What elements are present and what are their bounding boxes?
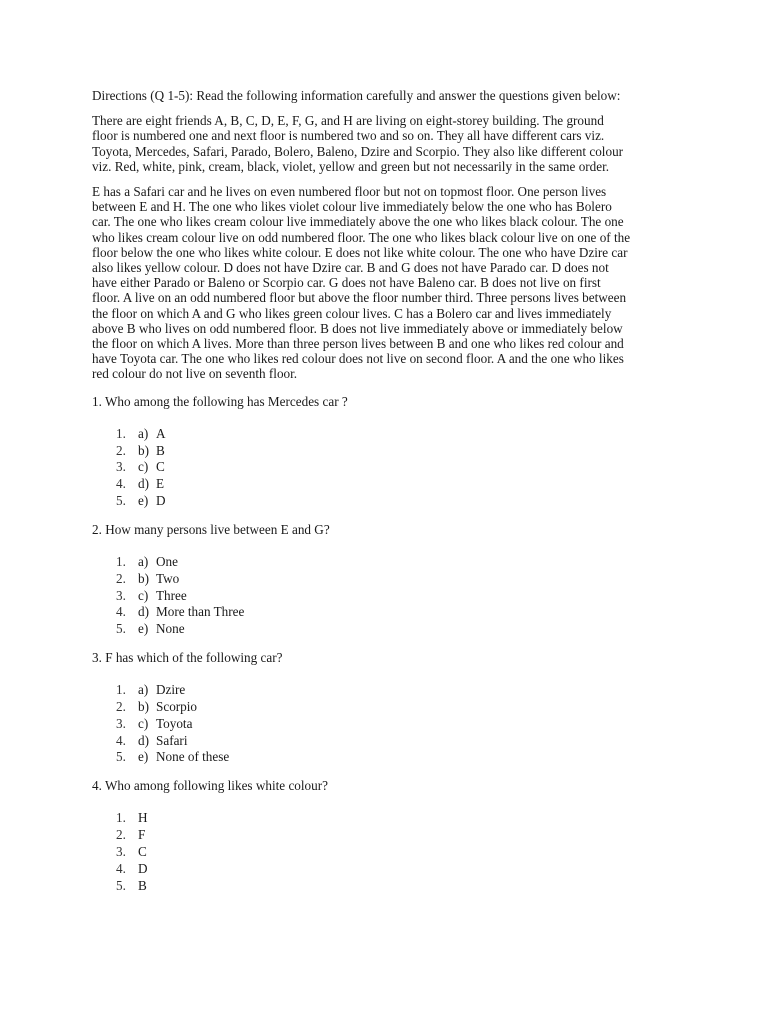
paragraph-line: floor below the one who likes white colour. E does not like white colour. The one who have Dzire car <box>92 244 628 260</box>
option-number: 3. <box>116 715 126 731</box>
option-item <box>116 493 682 510</box>
paragraph-line: red colour do not live on seventh floor. <box>92 366 298 382</box>
option-letter: d) <box>138 476 149 492</box>
option-text: Two <box>156 570 180 586</box>
option-number: 3. <box>116 844 126 860</box>
option-number: 5. <box>116 621 126 637</box>
option-item <box>116 621 682 638</box>
option-letter: c) <box>138 715 149 731</box>
question-text: 2. How many persons live between E and G? <box>92 521 330 537</box>
option-number: 5. <box>116 749 126 765</box>
option-text: E <box>156 476 165 492</box>
option-number: 1. <box>116 682 126 698</box>
question-2 <box>92 522 682 638</box>
option-item <box>116 861 682 878</box>
directions-heading: Directions (Q 1-5): Read the following information carefully and answer the questions given below: <box>92 88 621 103</box>
option-letter: e) <box>138 749 149 765</box>
option-text: A <box>156 425 166 441</box>
paragraph-line: viz. Red, white, pink, cream, black, violet, yellow and green but not necessarily in the same order. <box>92 158 610 174</box>
option-number: 4. <box>116 732 126 748</box>
paragraph-line: have Toyota car. The one who likes red colour does not live on second floor. A and the one who likes <box>92 351 624 367</box>
option-text: D <box>156 493 166 509</box>
option-number: 2. <box>116 570 126 586</box>
conditions-paragraph <box>92 184 682 382</box>
paragraph-line: car. The one who likes cream colour live immediately above the one who likes black colour. The one <box>92 214 624 230</box>
question-text: 3. F has which of the following car? <box>92 650 283 666</box>
option-number: 1. <box>116 554 126 570</box>
option-text: C <box>156 459 165 475</box>
option-number: 1. <box>116 810 126 826</box>
option-item <box>116 571 682 588</box>
question-1 <box>92 394 682 510</box>
paragraph-line: also likes yellow colour. D does not have Dzire car. B and G does not have Parado car. D does not <box>92 260 609 276</box>
option-text: None of these <box>156 749 230 765</box>
option-item <box>116 459 682 476</box>
option-letter: e) <box>138 621 149 637</box>
option-item <box>116 588 682 605</box>
option-number: 5. <box>116 493 126 509</box>
option-text: None <box>156 621 185 637</box>
paragraph-line: floor is numbered one and next floor is numbered two and so on. They all have different cars viz. <box>92 128 605 144</box>
paragraph-line: floor. A live on an odd numbered floor but above the floor number third. Three persons lives between <box>92 290 627 306</box>
option-text: B <box>156 442 165 458</box>
option-text: One <box>156 554 178 570</box>
option-text: Three <box>156 587 187 603</box>
option-letter: c) <box>138 587 149 603</box>
question-text: 1. Who among the following has Mercedes car ? <box>92 393 348 409</box>
option-item <box>116 426 682 443</box>
option-letter: d) <box>138 604 149 620</box>
options-list <box>92 554 682 638</box>
document-page <box>92 88 682 894</box>
option-text: D <box>138 860 148 876</box>
option-text: F <box>138 827 146 843</box>
option-number: 3. <box>116 459 126 475</box>
question-4 <box>92 778 682 894</box>
option-item <box>116 682 682 699</box>
option-text: Safari <box>156 732 188 748</box>
paragraph-line: the floor on which A lives. More than three person lives between B and one who likes red colour and <box>92 336 624 352</box>
option-number: 2. <box>116 699 126 715</box>
option-letter: d) <box>138 732 149 748</box>
options-list <box>92 426 682 510</box>
paragraph-line: between E and H. The one who likes violet colour live immediately below the one who has Bolero <box>92 199 612 215</box>
options-list <box>92 810 682 894</box>
option-number: 4. <box>116 860 126 876</box>
option-letter: a) <box>138 554 149 570</box>
option-number: 4. <box>116 604 126 620</box>
option-letter: a) <box>138 425 149 441</box>
question-text: 4. Who among following likes white colour? <box>92 778 328 794</box>
paragraph-line: have either Parado or Baleno or Scorpio car. G does not have Baleno car. B does not live on first <box>92 275 601 291</box>
option-number: 2. <box>116 442 126 458</box>
option-letter: b) <box>138 442 149 458</box>
paragraph-line: who likes cream colour live on odd numbered floor. The one who likes black colour live on one of the <box>92 229 631 245</box>
option-text: B <box>138 877 147 893</box>
intro-paragraph <box>92 113 682 174</box>
option-letter: c) <box>138 459 149 475</box>
option-item <box>116 749 682 766</box>
option-letter: e) <box>138 493 149 509</box>
option-item <box>116 844 682 861</box>
paragraph-line: the floor on which A and G who likes green colour lives. C has a Bolero car and lives immediately <box>92 305 612 321</box>
option-number: 1. <box>116 425 126 441</box>
option-letter: b) <box>138 699 149 715</box>
option-item <box>116 699 682 716</box>
option-letter: a) <box>138 682 149 698</box>
option-item <box>116 476 682 493</box>
option-number: 2. <box>116 827 126 843</box>
paragraph-line: Toyota, Mercedes, Safari, Parado, Bolero, Baleno, Dzire and Scorpio. They also like different colour <box>92 143 624 159</box>
option-item <box>116 810 682 827</box>
option-number: 3. <box>116 587 126 603</box>
paragraph-line: above B who lives on odd numbered floor. B does not live immediately above or immediately below <box>92 320 623 336</box>
option-text: Scorpio <box>156 699 198 715</box>
option-text: Dzire <box>156 682 186 698</box>
question-3 <box>92 650 682 766</box>
options-list <box>92 682 682 766</box>
option-item <box>116 878 682 895</box>
option-item <box>116 827 682 844</box>
option-text: C <box>138 844 147 860</box>
option-item <box>116 716 682 733</box>
option-item <box>116 443 682 460</box>
option-item <box>116 604 682 621</box>
option-item <box>116 733 682 750</box>
option-text: H <box>138 810 148 826</box>
paragraph-line: There are eight friends A, B, C, D, E, F, G, and H are living on eight-storey building. The ground <box>92 113 604 129</box>
option-number: 4. <box>116 476 126 492</box>
option-number: 5. <box>116 877 126 893</box>
option-text: Toyota <box>156 715 193 731</box>
option-item <box>116 554 682 571</box>
option-text: More than Three <box>156 604 245 620</box>
paragraph-line: E has a Safari car and he lives on even numbered floor but not on topmost floor. One person lives <box>92 184 607 200</box>
option-letter: b) <box>138 570 149 586</box>
